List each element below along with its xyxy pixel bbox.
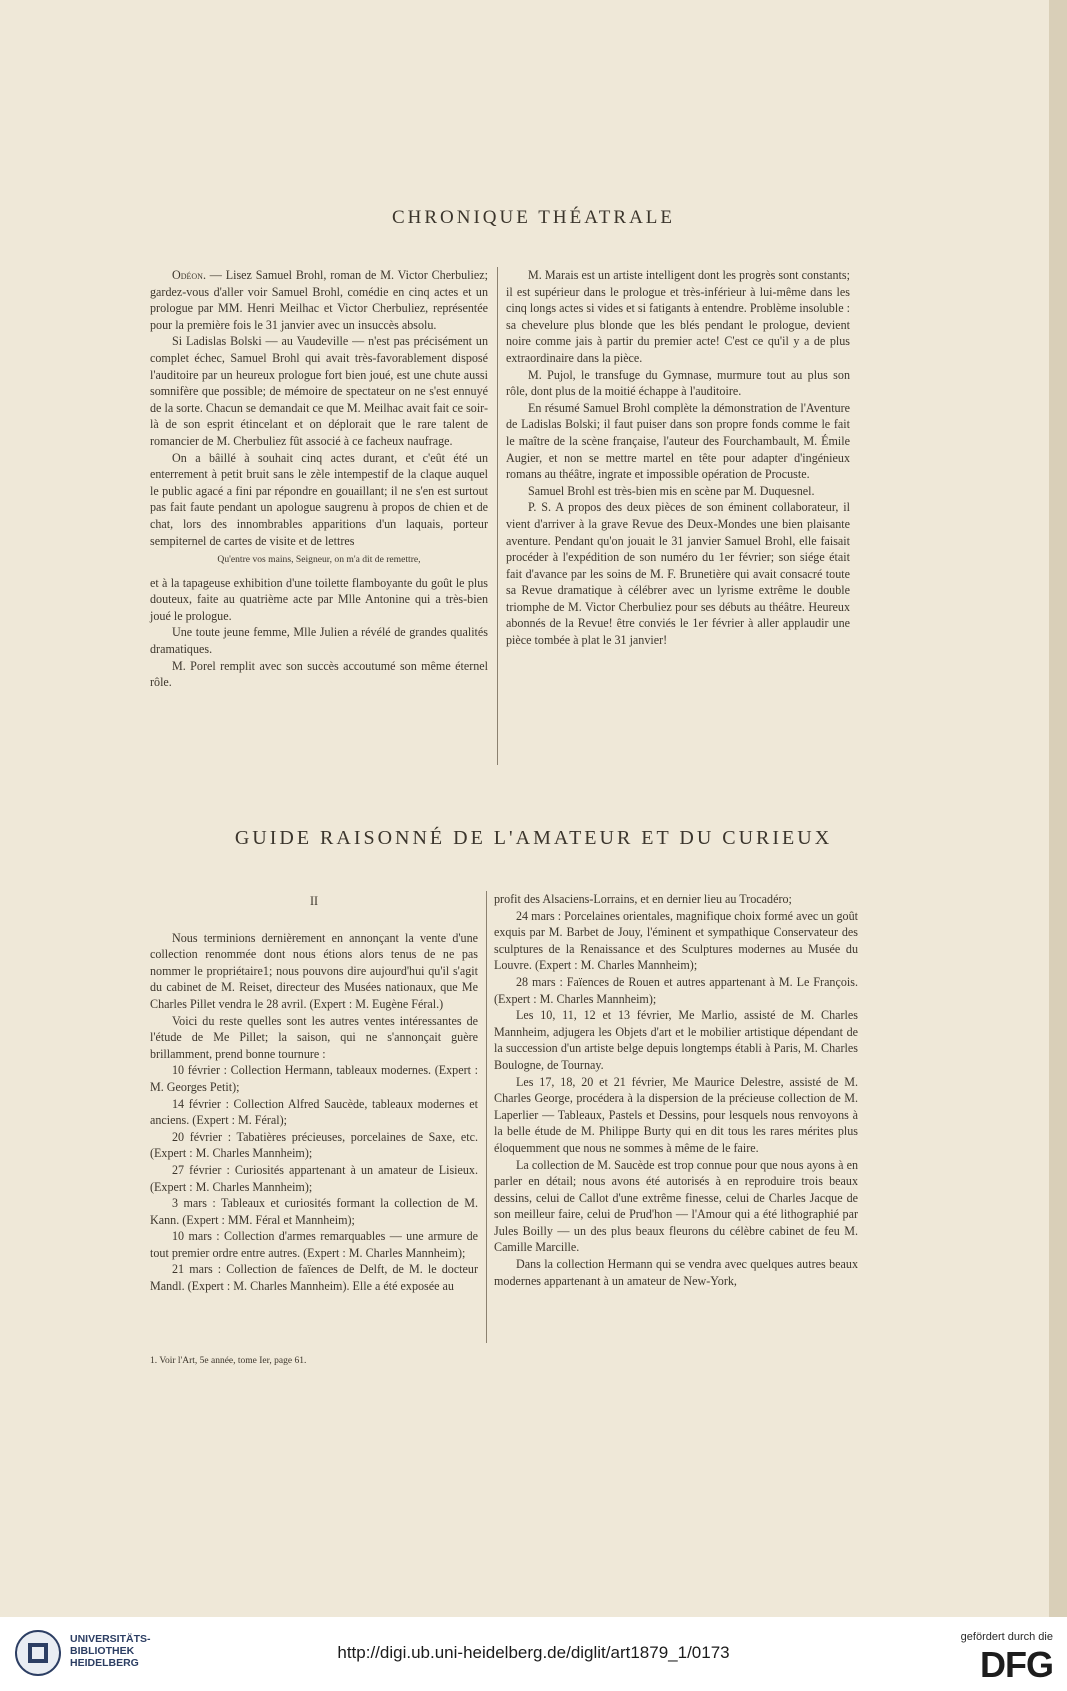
paragraph: Voici du reste quelles sont les autres ventes intéressantes de l'étude de Me Pillet; la saison, qui ne s'annonçait guère brillamment, prend bonne tournure : bbox=[150, 1013, 478, 1061]
paragraph: En résumé Samuel Brohl complète la démonstration de l'Aventure de Ladislas Bolski; il faut puiser dans son propre fonds comme le fait le maître de la scène française, l'auteur des Fourchambault, M. Émile Augier, et non se mettre martel en tête pour adapter d'ingénieux romans au théâtre, ingrate et impossible opération de Procuste. bbox=[506, 400, 850, 482]
paragraph: Dans la collection Hermann qui se vendra avec quelques autres beaux modernes appartenant à un amateur de New-York, bbox=[494, 1257, 858, 1288]
sale-entry: 21 mars : Collection de faïences de Delft, de M. le docteur Mandl. (Expert : M. Charles Mannheim). Elle a été exposée au bbox=[150, 1262, 478, 1294]
university-line: BIBLIOTHEK bbox=[70, 1645, 135, 1657]
paragraph: M. Pujol, le transfuge du Gymnase, murmure tout au plus son rôle, dont plus de la moitié échappe à l'auditoire. bbox=[506, 367, 850, 399]
paragraph: Samuel Brohl est très-bien mis en scène par M. Duquesnel. bbox=[528, 483, 815, 498]
paragraph: Si Ladislas Bolski — au Vaudeville — n'est pas précisément un complet échec, Samuel Brohl qui avait très-favorablement disposé l'auditoire par un heureux prologue fort bien joué, est une chute aussi somnifère que possible; de mémoire de spectateur on ne s'est ennuyé de la sorte. Chacun se demandait ce que M. Meilhac avait fait ce soir-là de son esprit étincelant et on déplorait que le rare talent de romancier de M. Cherbuliez fût associé à ce facheux naufrage. bbox=[150, 334, 488, 448]
paragraph: — Lisez Samuel Brohl, roman de M. Victor Cherbuliez; gardez-vous d'aller voir Samuel Brohl, comédie en cinq actes et un prologue par MM. Henri Meilhac et Victor Cherbuliez, représentée pour la première fois le 31 janvier avec un insuccès absolu. bbox=[150, 268, 488, 332]
paragraph: Les 17, 18, 20 et 21 février, Me Maurice Delestre, assisté de M. Charles George, procédera à la dispersion de la précieuse collection de M. Laperlier — Tableaux, Pastels et Dessins, pour lesquels nous renvoyons à la belle étude de M. Philippe Burty qui en dit tous les rares mérites plus éloquemment que nous ne sommes à même de le faire. bbox=[494, 1074, 858, 1155]
section-numeral: II bbox=[309, 894, 319, 908]
guide-column-right bbox=[494, 891, 858, 1289]
scan-edge bbox=[1049, 0, 1067, 1617]
university-line: UNIVERSITÄTS- bbox=[70, 1633, 151, 1645]
funding-label: gefördert durch die bbox=[960, 1631, 1053, 1643]
university-line: HEIDELBERG bbox=[70, 1657, 139, 1669]
guide-column-left bbox=[150, 893, 478, 1295]
viewer-footer bbox=[0, 1617, 1067, 1691]
sale-entry: 3 mars : Tableaux et curiosités formant la collection de M. Kann. (Expert : MM. Féral et Mannheim); bbox=[150, 1196, 478, 1227]
paragraph: P. S. A propos des deux pièces de son éminent collaborateur, il vient d'arriver à la grave Revue des Deux-Mondes une bien plaisante aventure. Pendant qu'on jouait le 31 janvier Samuel Brohl, elle faisait procéder à l'expédition de son numéro du 1er février; son siége était fait d'avance par les soins de M. F. Brunetière qui avait consacré toute sa Revue dramatique à célébrer avec un lyrisme extrême le double triomphe de M. Victor Cherbuliez pour ses débuts au théâtre. Heureux abonnés de la Revue! être conviés le 1er février à aller applaudir une pièce tombée à plat le 31 janvier! bbox=[506, 500, 850, 648]
paragraph: profit des Alsaciens-Lorrains, et en dernier lieu au Trocadéro; bbox=[494, 892, 792, 906]
paragraph: et à la tapageuse exhibition d'une toilette flamboyante du goût le plus douteux, faite au quatrième acte par Mlle Antonine qui a très-bien joué le prologue. bbox=[150, 575, 488, 623]
chronique-column-left bbox=[150, 267, 488, 691]
paragraph: Nous terminions dernièrement en annonçant la vente d'une collection renommée dont nous étions alors tenus de ne pas nommer le propriétaire1; nous pouvons dire aujourd'hui qu'il s'agit du cabinet de M. Reiset, directeur des Musées nationaux, que Me Charles Pillet vendra le 28 avril. (Expert : M. Eugène Féral.) bbox=[150, 930, 478, 1011]
column-rule-bottom bbox=[486, 891, 487, 1343]
footnote: 1. Voir l'Art, 5e année, tome Ier, page 61. bbox=[150, 1356, 307, 1366]
sale-entry: 27 février : Curiosités appartenant à un amateur de Lisieux. (Expert : M. Charles Mannheim); bbox=[150, 1162, 478, 1194]
dfg-logo: DFG bbox=[980, 1644, 1053, 1685]
paragraph: M. Marais est un artiste intelligent dont les progrès sont constants; il est supérieur dans le prologue et très-inférieur à lui-même dans les cinq longs actes si vides et si fatigants à entendre. Problème insoluble : sa chevelure plus blonde que les blés pendant le prologue, devient noire comme jais à partir du premier acte! C'est ce qu'il y a de plus extraordinaire dans la pièce. bbox=[506, 268, 850, 365]
section-title-guide: GUIDE RAISONNÉ DE L'AMATEUR ET DU CURIEUX bbox=[234, 827, 833, 849]
sale-entry: 28 mars : Faïences de Rouen et autres appartenant à M. Le François. (Expert : M. Charles Mannheim); bbox=[494, 974, 858, 1006]
sale-entry: 24 mars : Porcelaines orientales, magnifique choix formé avec un goût exquis par M. Barbet de Jouy, l'éminent et sympathique Conservateur des sculptures de la Renaissance et des Sculptures modernes au Musée du Louvre. (Expert : M. Charles Mannheim); bbox=[494, 908, 858, 973]
sale-entry: 14 février : Collection Alfred Saucède, tableaux modernes et anciens. (Expert : M. Féral); bbox=[150, 1096, 478, 1128]
column-rule-top bbox=[497, 267, 498, 765]
paragraph: On a bâillé à souhait cinq actes durant, et c'eût été un enterrement à petit bruit sans le zèle intempestif de la claque auquel le public agacé a fini par répondre en gouaillant; il ne s'en est surtout pas fait faute pendant un apologue saugrenu à propos de chien et de chat, lors des innombrables apparitions d'un laquais, porteur sempiternel de cartes de visite et de lettres bbox=[150, 450, 488, 548]
sale-entry: 20 février : Tabatières précieuses, porcelaines de Saxe, etc. (Expert : M. Charles Mannheim); bbox=[150, 1129, 478, 1161]
paragraph: La collection de M. Saucède est trop connue pour que nous ayons à en parler en détail; nous avons été autorisés à en reproduire trois beaux dessins, celui de Callot d'une extrême finesse, celui de Charles Jacque de son meilleur faire, celui de Prud'hon — l'Amour qui a été lithographié par Jules Boilly — un des plus beaux fleurons du célèbre cabinet de feu M. Camille Marcille. bbox=[494, 1157, 858, 1255]
sale-entry: 10 février : Collection Hermann, tableaux modernes. (Expert : M. Georges Petit); bbox=[150, 1063, 478, 1094]
sale-entry: 10 mars : Collection d'armes remarquables — une armure de tout premier ordre entre autres. (Expert : M. Charles Mannheim); bbox=[150, 1229, 478, 1260]
paragraph: M. Porel remplit avec son succès accoutumé son même éternel rôle. bbox=[150, 658, 488, 690]
chronique-column-right bbox=[506, 267, 850, 649]
odeon-label: Odéon. bbox=[172, 268, 206, 282]
paragraph: Les 10, 11, 12 et 13 février, Me Marlio, assisté de M. Charles Mannheim, adjugera les Objets d'art et le mobilier artistique dépendant de la succession d'un artiste belge depuis longtemps établi à Paris, M. Charles Boulogne, de Tournay. bbox=[494, 1008, 858, 1072]
section-title-chronique: CHRONIQUE THÉATRALE bbox=[391, 207, 676, 228]
verse-quote: Qu'entre vos mains, Seigneur, on m'a dit de remettre, bbox=[217, 554, 421, 566]
document-url[interactable]: http://digi.ub.uni-heidelberg.de/diglit/art1879_1/0173 bbox=[337, 1643, 730, 1662]
paragraph: Une toute jeune femme, Mlle Julien a révélé de grandes qualités dramatiques. bbox=[150, 625, 488, 657]
